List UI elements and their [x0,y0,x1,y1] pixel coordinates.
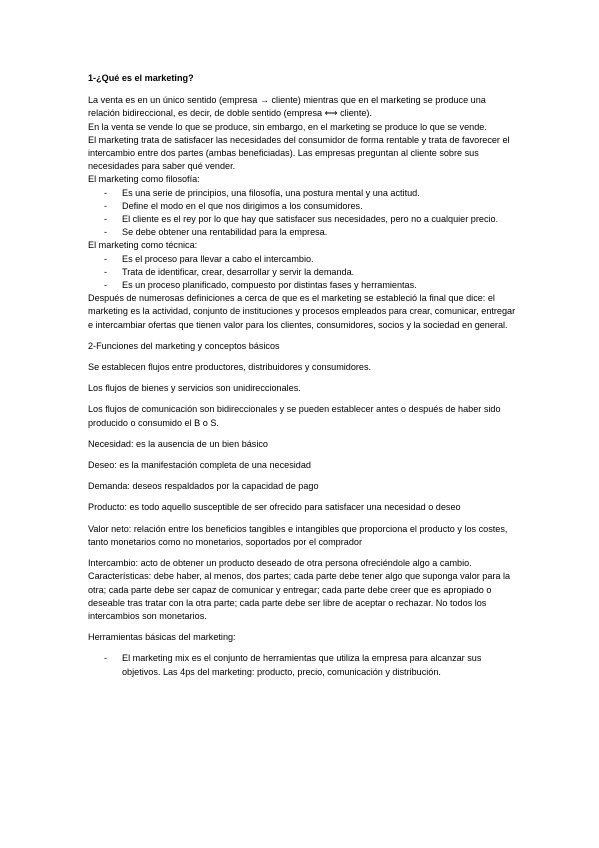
paragraph: Intercambio: acto de obtener un producto deseado de otra persona ofreciéndole algo a cambio. Características: debe haber, al menos, dos partes; cada parte debe tener algo que suponga valor para la otra; cada parte debe ser capaz de comunicar y entregar; cada parte debe creer que es apropiado o deseable tras tratar con la otra parte; cada parte debe ser libre de aceptar o rechazar. No todos los intercambios son monetarios. [88,558,511,621]
paragraph: Necesidad: es la ausencia de un bien básico [88,438,268,449]
list-item: - Define el modo en el que nos dirigimos a los consumidores. [88,200,518,213]
bullet-dash: - [104,200,108,211]
list-item: - Trata de identificar, crear, desarrollar y servir la demanda. [88,266,518,279]
list-item: - El marketing mix es el conjunto de herramientas que utiliza la empresa para alcanzar sus objetivos. Las 4ps del marketing: producto, precio, comunicación y distribución. [104,653,482,677]
paragraph: Valor neto: relación entre los beneficios tangibles e intangibles que proporciona el producto y los costes, tanto monetarios como no monetarios, soportados por el comprador [88,523,508,547]
bullet-dash: - [104,214,108,225]
intro-paragraph: El marketing trata de satisfacer las necesidades del consumidor de forma rentable y trata de favorecer el intercambio entre dos partes (ambas beneficiadas). Las empresas preguntan al cliente sobre sus necesidades para saber qué vender. [88,134,510,172]
paragraph: Demanda: deseos respaldados por la capacidad de pago [88,481,319,492]
bullet-list-tools [88,652,518,678]
intro-paragraph: La venta es en un único sentido (empresa → cliente) mientras que en el marketing se produce una relación bidireccional, es decir, de doble sentido (empresa ⟷ cliente). [88,95,486,119]
bullet-dash: - [104,187,108,198]
definition-paragraph: Después de numerosas definiciones a cerca de que es el marketing se estableció la final que dice: el marketing es la actividad, conjunto de instituciones y procesos empleados para crear, comunicar, entregar e intercambiar ofertas que tienen valor para los clientes, consumidores, socios y la sociedad en general. [88,293,516,330]
list-item: - El cliente es el rey por lo que hay que satisfacer sus necesidades, pero no a cualquier precio. [88,213,518,226]
list-item: - Es el proceso para llevar a cabo el intercambio. [88,253,518,266]
page-title: 1-¿Qué es el marketing? [88,73,194,83]
paragraph: Los flujos de comunicación son bidireccionales y se pueden establecer antes o después de haber sido producido o consumido el B o S. [88,404,501,428]
bullet-dash: - [104,253,108,264]
section-heading: 2-Funciones del marketing y conceptos básicos [88,340,280,351]
document-page [88,72,518,679]
list-item: - Es una serie de principios, una filosofía, una postura mental y una actitud. [88,187,518,200]
intro-paragraph: En la venta se vende lo que se produce, sin embargo, en el marketing se produce lo que se vende. [88,121,487,132]
bullet-dash: - [104,266,108,277]
section-heading: El marketing como filosofía: [88,174,200,185]
bullet-dash: - [104,227,108,238]
paragraph: Deseo: es la manifestación completa de una necesidad [88,460,311,471]
bullet-list-tecnica [88,253,518,293]
section-heading: El marketing como técnica: [88,240,198,251]
bullet-dash: - [104,280,108,291]
bullet-list-filosofia [88,187,518,240]
paragraph: Producto: es todo aquello susceptible de ser ofrecido para satisfacer una necesidad o deseo [88,502,461,513]
list-item: - Se debe obtener una rentabilidad para la empresa. [88,226,518,239]
paragraph: Se establecen flujos entre productores, distribuidores y consumidores. [88,362,372,373]
paragraph: Los flujos de bienes y servicios son unidireccionales. [88,383,301,394]
paragraph: Herramientas básicas del marketing: [88,632,236,643]
list-item: - Es un proceso planificado, compuesto por distintas fases y herramientas. [88,279,518,292]
bullet-dash: - [104,653,108,664]
